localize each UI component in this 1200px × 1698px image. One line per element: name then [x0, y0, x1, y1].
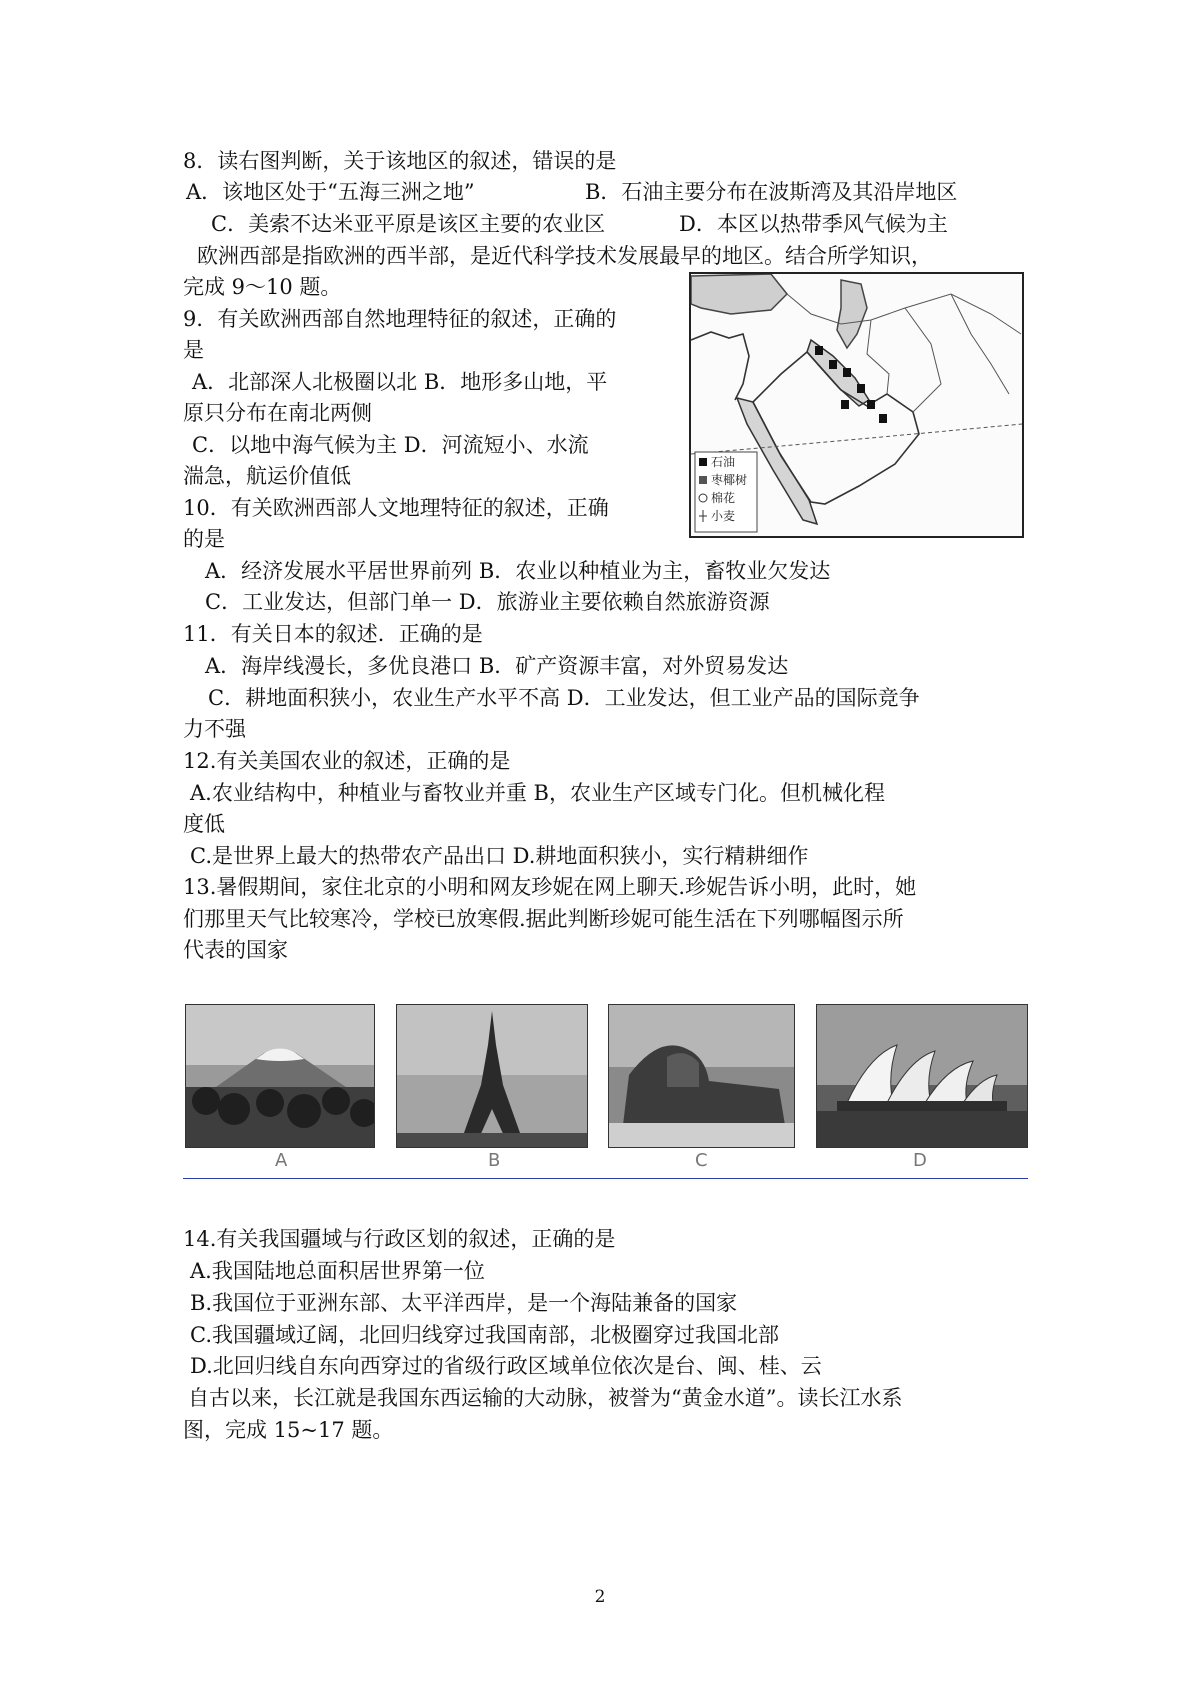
map-drawing	[691, 274, 1022, 536]
q14-option-a: A.我国陆地总面积居世界第一位	[190, 1259, 485, 1283]
legend-wheat: 小麦	[711, 509, 736, 523]
q11-options-ab: A．海岸线漫长，多优良港口 B．矿产资源丰富，对外贸易发达	[205, 654, 789, 678]
q8-option-b: B．石油主要分布在波斯湾及其沿岸地区	[585, 180, 958, 204]
q14-option-d: D.北回归线自东向西穿过的省级行政区域单位依次是台、闽、桂、云	[190, 1354, 822, 1378]
photo-c-sphinx	[608, 1004, 795, 1148]
q9-options-ab-line2: 原只分布在南北两侧	[183, 401, 372, 425]
photo-label-c: C	[695, 1150, 708, 1171]
q14-option-b: B.我国位于亚洲东部、太平洋西岸，是一个海陆兼备的国家	[190, 1291, 738, 1315]
intro-15-17-line2: 图，完成 15~17 题。	[183, 1418, 394, 1442]
q11-options-cd-line1: C．耕地面积狭小，农业生产水平不高 D．工业发达，但工业产品的国际竞争	[208, 686, 920, 710]
q14-stem: 14.有关我国疆域与行政区划的叙述，正确的是	[183, 1227, 616, 1251]
legend-date-palm: 枣椰树	[711, 473, 748, 487]
photo-b-eiffel-tower	[396, 1004, 588, 1148]
q11-options-cd-line2: 力不强	[183, 717, 246, 741]
q13-line2: 们那里天气比较寒冷，学校已放寒假.据此判断珍妮可能生活在下列哪幅图示所	[183, 907, 904, 931]
q8-option-a: A．该地区处于“五海三洲之地”	[186, 180, 475, 204]
photo-label-b: B	[488, 1150, 501, 1171]
middle-east-map	[689, 272, 1024, 538]
photo-label-a: A	[275, 1150, 288, 1171]
q9-options-ab-line1: A．北部深人北极圈以北 B．地形多山地，平	[192, 370, 608, 394]
q10-stem-line1: 10．有关欧洲西部人文地理特征的叙述，正确	[183, 496, 609, 520]
q9-stem-line1: 9．有关欧洲西部自然地理特征的叙述，正确的	[183, 307, 617, 331]
q13-line3: 代表的国家	[183, 938, 288, 962]
page-number: 2	[594, 1587, 606, 1607]
legend-cotton: 棉花	[711, 491, 736, 505]
q10-options-ab: A．经济发展水平居世界前列 B．农业以种植业为主，畜牧业欠发达	[205, 559, 831, 583]
q8-option-d: D．本区以热带季风气候为主	[679, 212, 948, 236]
q12-stem: 12.有关美国农业的叙述，正确的是	[183, 749, 511, 773]
intro-15-17-line1: 自古以来，长江就是我国东西运输的大动脉，被誉为“黄金水道”。读长江水系	[188, 1386, 903, 1410]
q10-options-cd: C．工业发达，但部门单一 D．旅游业主要依赖自然旅游资源	[205, 590, 770, 614]
q11-stem: 11．有关日本的叙述．正确的是	[183, 622, 483, 646]
q14-option-c: C.我国疆域辽阔，北回归线穿过我国南部，北极圈穿过我国北部	[190, 1323, 779, 1347]
intro-9-10-line1: 欧洲西部是指欧洲的西半部，是近代科学技术发展最早的地区。结合所学知识，	[197, 244, 932, 268]
intro-9-10-line2: 完成 9～10 题。	[183, 275, 342, 299]
q9-stem-line2: 是	[183, 338, 204, 362]
q13-photo-strip	[183, 1004, 1028, 1172]
q9-options-cd-line2: 湍急，航运价值低	[183, 464, 351, 488]
q12-options-ab-line2: 度低	[183, 812, 225, 836]
photo-label-d: D	[913, 1150, 927, 1171]
q13-line1: 13.暑假期间，家住北京的小明和网友珍妮在网上聊天.珍妮告诉小明，此时，她	[183, 875, 917, 899]
black-sea	[691, 274, 787, 314]
photo-d-sydney-opera-house	[816, 1004, 1028, 1148]
legend-oil: 石油	[711, 455, 736, 469]
photo-a-mount-fuji	[185, 1004, 375, 1148]
q8-option-c: C．美索不达米亚平原是该区主要的农业区	[211, 212, 606, 236]
section-divider	[183, 1178, 1028, 1179]
q10-stem-line2: 的是	[183, 527, 225, 551]
q12-options-ab-line1: A.农业结构中，种植业与畜牧业并重 B，农业生产区域专门化。但机械化程	[190, 781, 885, 805]
q12-options-cd: C.是世界上最大的热带农产品出口 D.耕地面积狭小，实行精耕细作	[190, 844, 809, 868]
q9-options-cd-line1: C．以地中海气候为主 D．河流短小、水流	[192, 433, 589, 457]
q8-stem: 8．读右图判断，关于该地区的叙述，错误的是	[183, 149, 617, 173]
